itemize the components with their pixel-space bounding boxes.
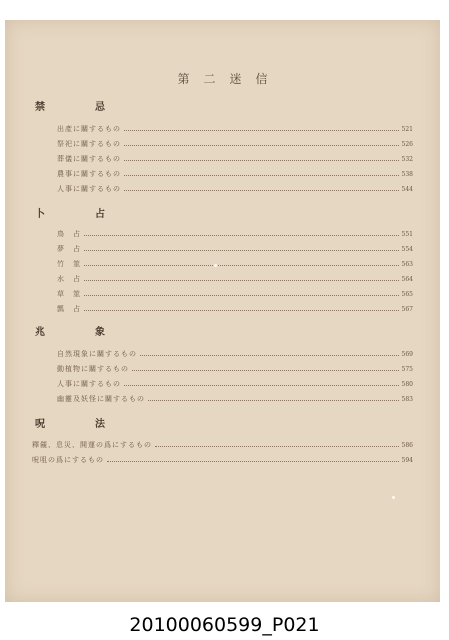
entry-label: 農事に關するもの [57,170,121,178]
toc-entry[interactable] [32,439,413,451]
entry-label: 人事に關するもの [57,185,121,193]
entry-label: 草 筮 [57,290,81,298]
toc-entry[interactable] [57,348,413,360]
leader-dots [84,280,399,281]
toc-entry[interactable] [57,303,413,315]
toc-entry[interactable] [57,258,413,270]
section-heading-char: 忌 [95,102,105,113]
toc-entry[interactable] [57,138,413,150]
paper-speck [392,496,395,499]
entry-page: 563 [401,260,413,268]
section-heading-char: 禁 [35,102,45,113]
leader-dots [124,145,399,146]
section-heading-char: 兆 [35,327,45,338]
entry-label: 夢 占 [57,245,81,253]
leader-dots [84,250,399,251]
entry-label: 自然現象に關するもの [57,350,137,358]
entry-label: 鳥 占 [57,230,81,238]
chapter-title: 第二迷信 [177,72,282,86]
entry-label: 人事に關するもの [57,380,121,388]
entry-page: 521 [401,125,413,133]
entry-page: 532 [401,155,413,163]
leader-dots [124,175,399,176]
toc-entry[interactable] [57,123,413,135]
section-heading-char: 法 [95,419,105,430]
leader-dots [84,295,399,296]
entry-label: 水 占 [57,275,81,283]
leader-dots [84,310,399,311]
leader-dots [124,160,399,161]
entry-page: 567 [401,305,413,313]
entry-page: 565 [401,290,413,298]
toc-entry[interactable] [57,288,413,300]
entry-label: 呪咀の爲にするもの [32,456,104,464]
section-heading-char: 呪 [35,419,45,430]
toc-entry[interactable] [57,378,413,390]
leader-dots [124,385,399,386]
entry-label: 釋覦、息災、開運の爲にするもの [32,441,152,449]
image-caption: 20100060599_P021 [129,614,320,636]
entry-page: 554 [401,245,413,253]
toc-entry[interactable] [57,153,413,165]
toc-entry[interactable] [57,273,413,285]
toc-entry[interactable] [57,393,413,405]
paper-speck [214,264,217,267]
toc-entry[interactable] [57,228,413,240]
entry-page: 551 [401,230,413,238]
toc-entry[interactable] [57,183,413,195]
section-heading-chousho [35,323,105,338]
entry-label: 瓢 占 [57,305,81,313]
entry-label: 葬儀に關するもの [57,155,121,163]
entry-label: 幽靈及妖怪に關するもの [57,395,145,403]
entry-label: 祭祀に關するもの [57,140,121,148]
section-heading-kinki [35,98,105,113]
scanned-page [5,20,440,602]
leader-dots [140,355,399,356]
leader-dots [107,461,399,462]
section-heading-char: 占 [95,209,105,220]
entry-page: 544 [401,185,413,193]
leader-dots [155,446,399,447]
toc-entry[interactable] [57,363,413,375]
entry-label: 竹 筮 [57,260,81,268]
section-heading-char: 象 [95,327,105,338]
leader-dots [124,130,399,131]
entry-page: 526 [401,140,413,148]
leader-dots [124,190,399,191]
section-heading-char: 卜 [35,209,45,220]
section-heading-bokusen [35,205,105,220]
entry-page: 580 [401,380,413,388]
entry-page: 594 [401,456,413,464]
entry-label: 動植物に關するもの [57,365,129,373]
entry-page: 569 [401,350,413,358]
entry-page: 564 [401,275,413,283]
entry-label: 出產に關するもの [57,125,121,133]
toc-entry[interactable] [57,243,413,255]
toc-entry[interactable] [57,168,413,180]
section-heading-juhou [35,415,105,430]
toc-entry[interactable] [32,454,413,466]
leader-dots [148,400,399,401]
leader-dots [84,265,399,266]
entry-page: 538 [401,170,413,178]
entry-page: 586 [401,441,413,449]
leader-dots [132,370,399,371]
entry-page: 575 [401,365,413,373]
leader-dots [84,235,399,236]
entry-page: 583 [401,395,413,403]
